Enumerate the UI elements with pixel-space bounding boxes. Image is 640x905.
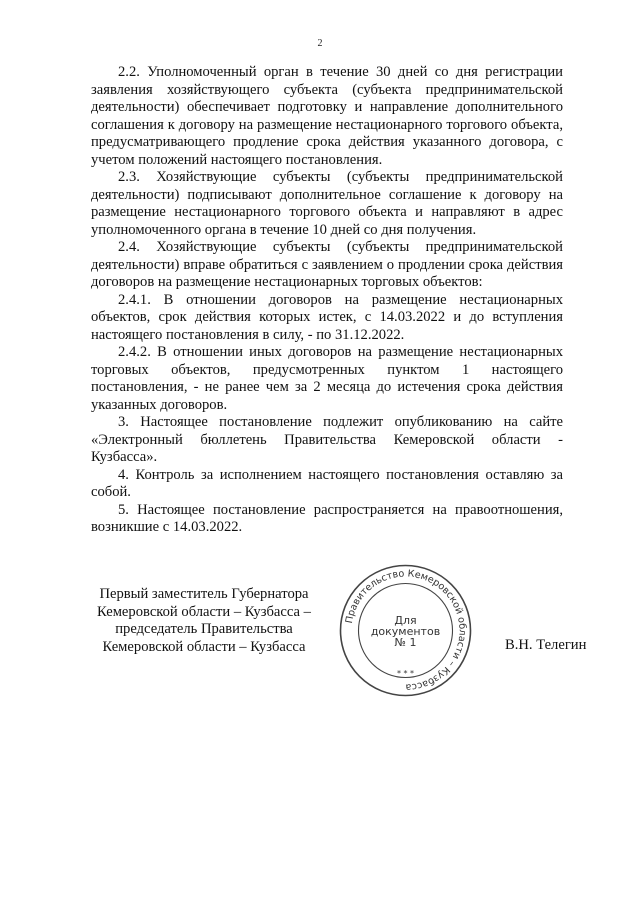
page-number: 2 xyxy=(317,38,323,49)
paragraph-2-4-1: 2.4.1. В отношении договоров на размещение нестационарных объектов, срок действия которых истек, с 14.03.2022 и до вступления настоящего постановления в силу, - по 31.12.2022. xyxy=(91,291,563,343)
official-seal xyxy=(338,563,473,698)
paragraph-4: 4. Контроль за исполнением настоящего постановления оставляю за собой. xyxy=(91,466,563,500)
seal-ring-text: Правительство Кемеровской области – Кузбасса xyxy=(343,568,468,693)
paragraph-5: 5. Настоящее постановление распространяется на правоотношения, возникшие с 14.03.2022. xyxy=(91,501,563,535)
paragraph-2-3: 2.3. Хозяйствующие субъекты (субъекты предпринимательской деятельности) подписывают дополнительное соглашение к договору на размещение нестационарного торгового объекта и направляют в адрес уполномоченного органа в течение 10 дней со дня получения. xyxy=(91,169,563,238)
signatory-title-line: Первый заместитель Губернатора xyxy=(99,586,309,602)
signatory-name: В.Н. Телегин xyxy=(505,637,587,653)
paragraph-3: 3. Настоящее постановление подлежит опубликованию на сайте «Электронный бюллетень Правительства Кемеровской области - Кузбасса». xyxy=(91,414,563,465)
signatory-title-line: председатель Правительства xyxy=(115,621,293,637)
seal-inner-line: документов xyxy=(370,625,441,638)
signatory-title-line: Кемеровской области – Кузбасса – xyxy=(97,603,311,620)
seal-inner-line: № 1 xyxy=(394,636,417,649)
paragraph-2-2: 2.2. Уполномоченный орган в течение 30 дней со дня регистрации заявления хозяйствующего субъекта (субъекта предпринимательской деятельности) обеспечивает подготовку и направление дополнительного соглашения к договору на размещение нестационарного торгового объекта, предусматривающего продление срока действия указанного договора, с учетом положений настоящего постановления. xyxy=(91,64,563,168)
paragraph-2-4-2: 2.4.2. В отношении иных договоров на размещение нестационарных торговых объектов, предусмотренных пунктом 1 настоящего постановления, - не ранее чем за 2 месяца до истечения срока действия указанных договоров. xyxy=(91,344,563,413)
signatory-title-line: Кемеровской области – Кузбасса xyxy=(102,638,306,655)
signatory-title xyxy=(84,586,324,656)
paragraph-2-4: 2.4. Хозяйствующие субъекты (субъекты предпринимательской деятельности) вправе обратиться с заявлением о продлении срока действия договоров на размещение нестационарных торговых объектов: xyxy=(91,239,563,290)
seal-inner-line: Для xyxy=(394,614,417,627)
seal-stars: * * * xyxy=(396,669,415,678)
document-body xyxy=(91,64,563,537)
seal-inner-text xyxy=(338,615,473,648)
